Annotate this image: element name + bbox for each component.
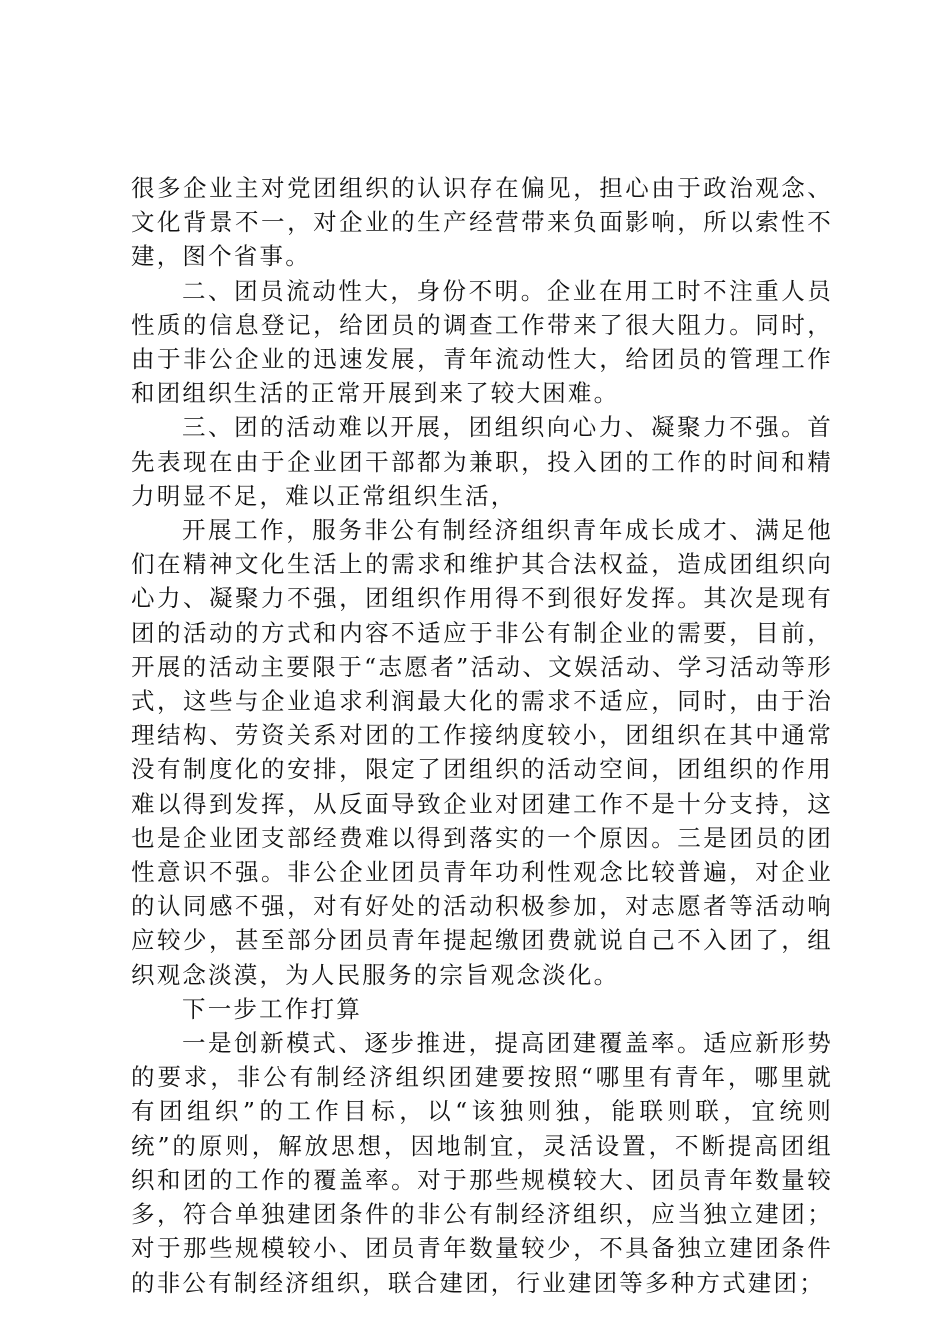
paragraph: 一是创新模式、逐步推进，提高团建覆盖率。适应新形势的要求，非公有制经济组织团建要按照“哪里有青年，哪里就有团组织”的工作目标，以“该独则独，能联则联，宜统则统”的原则，解放思想，因地制宜，灵活设置，不断提高团组织和团的工作的覆盖率。对于那些规模较大、团员青年数量较多，符合单独建团条件的非公有制经济组织，应当独立建团；对于那些规模较小、团员青年数量较少，不具备独立建团条件的非公有制经济组织，联合建团，行业建团等多种方式建团； [131,1029,833,1297]
paragraph: 很多企业主对党团组织的认识存在偏见，担心由于政治观念、文化背景不一，对企业的生产经营带来负面影响，所以索性不建，图个省事。 [131,174,833,271]
paragraph: 开展工作，服务非公有制经济组织青年成长成才、满足他们在精神文化生活上的需求和维护其合法权益，造成团组织向心力、凝聚力不强，团组织作用得不到很好发挥。其次是现有团的活动的方式和内容不适应于非公有制企业的需要，目前，开展的活动主要限于“志愿者”活动、文娱活动、学习活动等形式，这些与企业追求利润最大化的需求不适应，同时，由于治理结构、劳资关系对团的工作接纳度较小，团组织在其中通常没有制度化的安排，限定了团组织的活动空间，团组织的作用难以得到发挥，从反面导致企业对团建工作不是十分支持，这也是企业团支部经费难以得到落实的一个原因。三是团员的团性意识不强。非公企业团员青年功利性观念比较普遍，对企业的认同感不强，对有好处的活动积极参加，对志愿者等活动响应较少，甚至部分团员青年提起缴团费就说自己不入团了，组织观念淡漠，为人民服务的宗旨观念淡化。 [131,516,833,989]
section-heading: 下一步工作打算 [182,994,362,1023]
paragraph: 三、团的活动难以开展，团组织向心力、凝聚力不强。首先表现在由于企业团干部都为兼职，投入团的工作的时间和精力明显不足，难以正常组织生活， [131,413,833,510]
document-body [131,171,833,1300]
paragraph: 二、团员流动性大，身份不明。企业在用工时不注重人员性质的信息登记，给团员的调查工作带来了很大阻力。同时，由于非公企业的迅速发展，青年流动性大，给团员的管理工作和团组织生活的正常开展到来了较大困难。 [131,276,833,408]
